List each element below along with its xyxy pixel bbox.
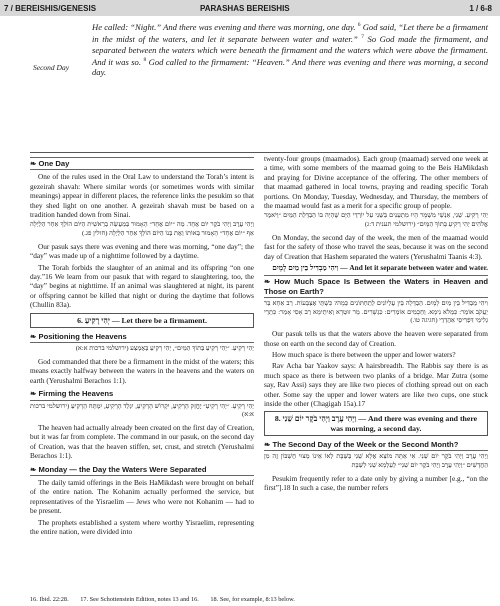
section-heading: ❧ Positioning the Heavens <box>30 331 254 343</box>
footnote: 17. See Schottenstein Edition, notes 13 and 16. <box>80 596 199 603</box>
header-right: 1 / 6-8 <box>469 4 492 13</box>
verse-number: 7 <box>361 34 365 41</box>
paragraph: Our pasuk says there was evening and there was morning, “one day”; the “day” was made up of a nighttime followed by a daytime. <box>30 241 254 261</box>
paragraph: Our pasuk tells us that the waters above the heaven were separated from those on earth on the second day of Creation. <box>264 329 488 348</box>
paragraph: One of the rules used in the Oral Law to understand the Torah’s intent is gezeirah shavah: Where similar words (or sometimes words with similar meanings) appear in different places, the reference links the pesukim so that they shed light on one another. A gezeirah shavah must be based on a tradition handed down from Sinai. <box>30 172 254 220</box>
section-heading: ❧ One Day <box>30 157 254 170</box>
verse-heading: וִיהִי מַבְדִּיל בֵּין מַיִם לָמָיִם — And let it separate between water and water. <box>272 263 488 273</box>
fleuron-icon: ❧ <box>264 439 271 449</box>
verse-box: 8. וַיְהִי עֶרֶב וַיְהִי בֹקֶר יוֹם שֵׁנִי — And there was evening and there was morning, a second day. <box>264 411 488 435</box>
paragraph: Rav Acha bar Yaakov says: A hairsbreadth. The Rabbis say there is as much space as there is between two planks of a bridge. Mar Zutra (some say, Rav Assi) says they are like two pieces of clothing spread out on each other. Some say the upper and lower waters are like two cups, one stuck inside the other (Chagigah 15a).17 <box>264 361 488 409</box>
paragraph: The heaven had actually already been created on the first day of Creation, but it was far from complete. The command in our pasuk, on the second day of Creation, was that the heaven stiffen, set, crust, and stretch (Yerushalmi Berachos 1:1). <box>30 423 254 461</box>
margin-day-label: Second Day <box>33 63 70 72</box>
fleuron-icon: ❧ <box>30 159 37 168</box>
fleuron-icon: ❧ <box>30 331 37 341</box>
verse-box: 6. יְהִי רָקִיעַ — Let there be a firmament. <box>30 313 254 328</box>
verse-number: 6 <box>357 22 361 28</box>
left-column <box>30 154 254 539</box>
verse-text: He called: “Night.” And there was evening and there was morning, one day. <box>92 21 356 32</box>
fleuron-icon: ❧ <box>30 389 37 399</box>
paragraph: Pesukim frequently refer to a date only by giving a number [e.g., “on the first”].18 In such a case, the number refers <box>264 473 488 493</box>
running-header <box>0 0 500 16</box>
hebrew-source: וַיְהִי עֶרֶב וַיְהִי בֹקֶר יוֹם שֵׁנִי. אִי אַתָּה מוֹצֵא אֶלָּא שֵׁנִי בַּשַּׁבָּת לְאוֹ אֵינוֹ מָצוּי חֶשְׁבּוֹן זֶה מִן הַחֳדָשִׁים ״וַיְהִי עֶרֶב וַיְהִי בֹקֶר יוֹם שֵׁנִי״ לְעַלְמָא שֵׁנִי לַשַּׁבָּת <box>264 453 488 469</box>
verse-text: So God made the firmament, and separated between the waters which were beneath the firmament and the waters which were above the firmament. And it was so. <box>92 34 488 67</box>
fleuron-icon: ❧ <box>264 277 271 287</box>
verse-number: 8 <box>143 56 147 63</box>
fleuron-icon: ❧ <box>30 464 37 474</box>
paragraph: God commanded that there be a firmament in the midst of the waters; this means exactly halfway between the waters in the heavens and the waters on earth (Yerushalmi Berachos 1:1). <box>30 357 254 385</box>
paragraph: How much space is there between the upper and lower waters? <box>272 350 456 359</box>
paragraph: On Monday, the second day of the week, the men of the maamad would fast for the safety of those who travel the seas, because it was on the second day of Creation that Hashem separated the waters (Yerushalmi Taanis 4:3). <box>264 232 488 261</box>
hebrew-source: יְהִי רָקִיעַ. ״יְהִי רָקִיעַ בְּתוֹךְ הַמַּיִם״, יְהִי רָקִיעַ בְּאֶמְצַע (ירושלמי ברכות א:א) <box>75 345 254 353</box>
hebrew-source: וַיְהִי עֶרֶב וַיְהִי בֹקֶר יוֹם אֶחָד. מַה ״יוֹם אֶחָד״ הָאָמוּר בְּמַעֲשֵׂה בְרֵאשִׁית הַיּוֹם הוֹלֵךְ אַחַר הַלַּיְלָה אַף ״יוֹם אֶחָד״ הָאָמוּר בְּאוֹתוֹ וְאֶת בְּנוֹ הַיּוֹם הוֹלֵךְ אַחַר הַלַּיְלָה (חולין פג.) <box>30 221 254 238</box>
paragraph: The Torah forbids the slaughter of an animal and its offspring “on one day.”16 We learn from our pasuk that with regard to slaughtering, too, the “day” begins at nighttime. If an animal was slaughtered at night, its parent or offspring cannot be killed that night or during the daytime that follows (Chullin 83a). <box>30 262 254 310</box>
footnote: 18. See, for example, 8:13 below. <box>210 596 295 603</box>
right-column <box>264 154 488 494</box>
paragraph: twenty-four groups (maamados). Each group (maamad) served one week at a time, with some members of the maamad going to the Beis HaMikdash and praying for Divine acceptance of the offering. The other members of that maamad gathered in local towns, praying and reading specific Torah portions. On Monday, Tuesday, Wednesday, and Thursday, the members of the maamad would fast as a merit for a specific group of people. <box>264 154 488 211</box>
hebrew-source: וִיהִי מַבְדִּיל בֵּין מַיִם לָמָיִם. הַבְדָּלָה בֵּין עֶלְיוֹנִים לְתַחְתּוֹנִים כְּמָה? כִּשְׁתֵּי אֶצְבָּעוֹת. רַב אַחָא בַּר יַעֲקֹב אוֹמֵר: כִּמְלֹא נִימָא. וְחַכָמִים אוֹמְרִים: כִּגְשָׁרִים. מָר זוּטְרָא וְאִיתֵימָא רַב אָסִי אָמַר: כִּתְרֵי גְלִימֵי דִּפְרִיסֵי אַהֲדָדֵי (חגיגה טו.) <box>264 300 488 325</box>
header-center: PARASHAS BEREISHIS <box>200 4 290 13</box>
hebrew-source: יְהִי רָקִיעַ. ״יְהִי רָקִיעַ״ יֶחֱזַק הָרָקִיעַ, יִקְרוֹשׁ הָרָקִיעַ, יִגְלַד הָרָקִיעַ, יִמְתַּח הָרָקִיעַ (ירושלמי ברכות א:א) <box>30 402 254 419</box>
verse-text: God called to the firmament: “Heaven.” And there was evening and there was morning, a second day. <box>92 56 489 78</box>
hebrew-source: יְהִי רָקִיעַ. שֵׁנִי, אַנְשֵׁי מִשְׁמָר הָיוּ מִתְעַנִּים בַּשֵּׁנִי עַל יוֹרְדֵי הַיָּם שֶׁהָיָה בּוֹ הַבְדָּלַת הַמַּיִם ״וַיֹּאמֶר אֱלֹהִים יְהִי רָקִיעַ בְּתוֹךְ הַמָּיִם״ (ירושלמי תענית ד:ג) <box>264 212 488 229</box>
divider <box>30 152 488 153</box>
footnote: 16. Ibid. 22:28. <box>30 596 69 603</box>
verse-translation <box>92 20 488 78</box>
paragraph: The prophets established a system where worthy Yisraelim, representing the entire nation, were divided into <box>30 517 254 537</box>
section-heading: ❧ Monday — the Day the Waters Were Separated <box>30 464 254 476</box>
footnotes <box>30 596 305 603</box>
section-heading: ❧ The Second Day of the Week or the Second Month? <box>264 439 488 451</box>
section-heading: ❧ How Much Space Is Between the Waters in Heaven and Those on Earth? <box>264 275 488 298</box>
header-left: 7 / BEREISHIS/GENESIS <box>4 4 97 13</box>
paragraph: The daily tamid offerings in the Beis HaMikdash were brought on behalf of the entire nation. The Kohanim actually performed the service, but representatives of the Yisraelim — Jews who were not Kohanim — had to be present. <box>30 478 254 516</box>
verse-text: God said, “Let there be a firmament in the midst of the waters, and let it separate between water and water.” <box>92 21 488 45</box>
section-heading: ❧ Firming the Heavens <box>30 388 254 400</box>
